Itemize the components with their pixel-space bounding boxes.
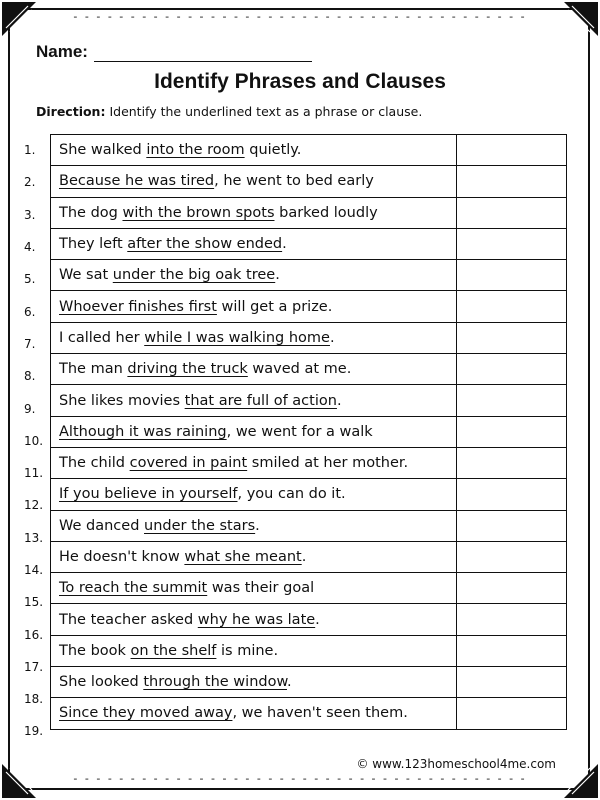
underlined-text: that are full of action bbox=[184, 392, 337, 409]
corner-scribble-icon bbox=[2, 764, 36, 798]
sentence-cell bbox=[51, 635, 457, 666]
sentence-cell bbox=[51, 510, 457, 541]
underlined-text: into the room bbox=[146, 142, 245, 159]
corner-scribble-icon bbox=[564, 764, 598, 798]
sentence-text: The dog bbox=[59, 204, 123, 221]
answer-cell[interactable] bbox=[456, 541, 566, 572]
item-number: 3. bbox=[24, 207, 36, 222]
underlined-text: Because he was tired bbox=[59, 173, 215, 190]
underlined-text: on the shelf bbox=[130, 642, 217, 659]
sentence-text: . bbox=[336, 392, 342, 409]
sentence-text: smiled at her mother. bbox=[247, 455, 409, 472]
answer-cell[interactable] bbox=[456, 166, 566, 197]
underlined-text: after the show ended bbox=[127, 236, 283, 253]
table-row bbox=[51, 135, 567, 166]
item-number: 15. bbox=[24, 595, 44, 610]
sentence-text: . bbox=[255, 517, 260, 534]
item-number: 13. bbox=[24, 530, 44, 545]
sentence-cell bbox=[51, 322, 457, 353]
item-number: 11. bbox=[24, 466, 44, 481]
answer-cell[interactable] bbox=[456, 479, 566, 510]
table-row bbox=[51, 322, 567, 353]
sentence-text: . bbox=[301, 549, 307, 565]
direction-text: Identify the underlined text as a phrase or clause. bbox=[109, 104, 423, 119]
sentence-text: quietly. bbox=[244, 142, 302, 159]
table-row bbox=[51, 447, 567, 478]
sentence-cell bbox=[51, 228, 457, 259]
sentence-text: was their goal bbox=[207, 580, 315, 597]
underlined-text: Although it was raining bbox=[59, 423, 227, 440]
answer-cell[interactable] bbox=[456, 322, 566, 353]
table-row bbox=[51, 166, 567, 197]
sentence-text: They left bbox=[59, 236, 128, 253]
name-row bbox=[36, 38, 312, 62]
sentence-text: . bbox=[286, 674, 292, 691]
sentence-text: . bbox=[282, 236, 287, 253]
direction-line bbox=[36, 104, 422, 119]
underlined-text: under the stars bbox=[144, 517, 256, 534]
sentence-cell bbox=[51, 667, 457, 698]
table-row bbox=[51, 698, 567, 729]
sentence-cell bbox=[51, 698, 457, 729]
sentence-cell bbox=[51, 416, 457, 447]
sentence-text: , you can do it. bbox=[237, 486, 346, 503]
answer-cell[interactable] bbox=[456, 385, 566, 416]
item-number: 5. bbox=[24, 272, 36, 287]
sentence-text: The book bbox=[59, 642, 131, 659]
answer-cell[interactable] bbox=[456, 135, 566, 166]
item-number-column bbox=[24, 134, 50, 748]
sentence-text: is mine. bbox=[216, 642, 279, 659]
sentence-cell bbox=[51, 573, 457, 604]
answer-cell[interactable] bbox=[456, 604, 566, 635]
item-number: 19. bbox=[24, 724, 44, 739]
sentence-text: He doesn't know bbox=[59, 549, 185, 565]
sentence-cell bbox=[51, 135, 457, 166]
sentence-cell bbox=[51, 260, 457, 291]
answer-cell[interactable] bbox=[456, 510, 566, 541]
underlined-text: covered in paint bbox=[129, 455, 248, 472]
answer-cell[interactable] bbox=[456, 635, 566, 666]
item-number: 18. bbox=[24, 692, 44, 707]
sentence-text: , we haven't seen them. bbox=[232, 705, 408, 722]
table-row bbox=[51, 604, 567, 635]
sentence-text: She looked bbox=[59, 674, 144, 691]
sentence-text: She walked bbox=[59, 142, 147, 159]
sentence-text: . bbox=[329, 329, 335, 346]
item-number: 2. bbox=[24, 175, 36, 190]
sentence-cell bbox=[51, 604, 457, 635]
sentence-text: , we went for a walk bbox=[226, 423, 373, 440]
top-dash-border: - - - - - - - - - - - - - - - - - - - - - - - - - - - - - - - - - - - - - - - - bbox=[73, 12, 527, 22]
answer-cell[interactable] bbox=[456, 260, 566, 291]
name-blank-line[interactable] bbox=[94, 43, 312, 62]
answer-cell[interactable] bbox=[456, 291, 566, 322]
sentence-cell bbox=[51, 197, 457, 228]
underlined-text: To reach the summit bbox=[59, 580, 208, 597]
item-number: 1. bbox=[24, 143, 36, 158]
table-row bbox=[51, 667, 567, 698]
table-row bbox=[51, 541, 567, 572]
answer-cell[interactable] bbox=[456, 667, 566, 698]
table-row bbox=[51, 228, 567, 259]
name-label: Name: bbox=[36, 42, 88, 61]
underlined-text: what she meant bbox=[184, 549, 302, 565]
underlined-text: while I was walking home bbox=[144, 329, 330, 346]
item-number: 16. bbox=[24, 627, 44, 642]
answer-cell[interactable] bbox=[456, 698, 566, 729]
sentence-text: barked loudly bbox=[274, 204, 378, 221]
item-number: 4. bbox=[24, 240, 36, 255]
table-row bbox=[51, 479, 567, 510]
item-number: 7. bbox=[24, 336, 36, 351]
table-row bbox=[51, 416, 567, 447]
sentence-text: The man bbox=[59, 361, 128, 378]
item-number: 6. bbox=[24, 304, 36, 319]
sentence-cell bbox=[51, 447, 457, 478]
table-row bbox=[51, 510, 567, 541]
worksheet-title: Identify Phrases and Clauses bbox=[154, 70, 446, 93]
exercise-table bbox=[50, 134, 567, 730]
answer-cell[interactable] bbox=[456, 197, 566, 228]
sentence-cell bbox=[51, 541, 457, 572]
sentence-text: She likes movies bbox=[59, 392, 185, 409]
item-number: 17. bbox=[24, 659, 44, 674]
item-number: 12. bbox=[24, 498, 44, 513]
underlined-text: driving the truck bbox=[127, 361, 248, 378]
sentence-text: We danced bbox=[59, 517, 145, 534]
table-row bbox=[51, 197, 567, 228]
sentence-cell bbox=[51, 354, 457, 385]
sentence-text: will get a prize. bbox=[216, 298, 333, 315]
table-row bbox=[51, 260, 567, 291]
sentence-text: , he went to bed early bbox=[214, 173, 374, 190]
answer-cell[interactable] bbox=[456, 228, 566, 259]
sentence-text: waved at me. bbox=[247, 361, 352, 378]
sentence-cell bbox=[51, 166, 457, 197]
sentence-cell bbox=[51, 385, 457, 416]
answer-cell[interactable] bbox=[456, 354, 566, 385]
sentence-text: I called her bbox=[59, 329, 145, 346]
sentence-text: . bbox=[275, 267, 280, 284]
sentence-cell bbox=[51, 479, 457, 510]
bottom-dash-border: - - - - - - - - - - - - - - - - - - - - - - - - - - - - - - - - - - - - - - - - bbox=[73, 774, 527, 784]
direction-label: Direction: bbox=[36, 104, 106, 119]
underlined-text: through the window bbox=[143, 674, 287, 691]
table-row bbox=[51, 291, 567, 322]
answer-cell[interactable] bbox=[456, 416, 566, 447]
item-number: 14. bbox=[24, 563, 44, 577]
table-row bbox=[51, 385, 567, 416]
table-row bbox=[51, 573, 567, 604]
item-number: 8. bbox=[24, 369, 36, 384]
item-number: 9. bbox=[24, 401, 36, 416]
sentence-text: . bbox=[315, 611, 320, 628]
copyright-footer: © www.123homeschool4me.com bbox=[356, 757, 556, 771]
sentence-text: The child bbox=[59, 455, 130, 472]
table-row bbox=[51, 635, 567, 666]
corner-scribble-icon bbox=[564, 2, 598, 36]
underlined-text: If you believe in yourself bbox=[59, 486, 238, 503]
sentence-text: We sat bbox=[59, 267, 113, 284]
answer-cell[interactable] bbox=[456, 447, 566, 478]
corner-scribble-icon bbox=[2, 2, 36, 36]
table-row bbox=[51, 354, 567, 385]
underlined-text: with the brown spots bbox=[122, 204, 275, 221]
sentence-cell bbox=[51, 291, 457, 322]
underlined-text: Since they moved away bbox=[59, 705, 233, 722]
sentence-text: The teacher asked bbox=[59, 611, 198, 628]
underlined-text: why he was late bbox=[197, 611, 316, 628]
answer-cell[interactable] bbox=[456, 573, 566, 604]
underlined-text: under the big oak tree bbox=[112, 267, 276, 284]
underlined-text: Whoever finishes first bbox=[59, 298, 217, 315]
item-number: 10. bbox=[24, 433, 44, 448]
